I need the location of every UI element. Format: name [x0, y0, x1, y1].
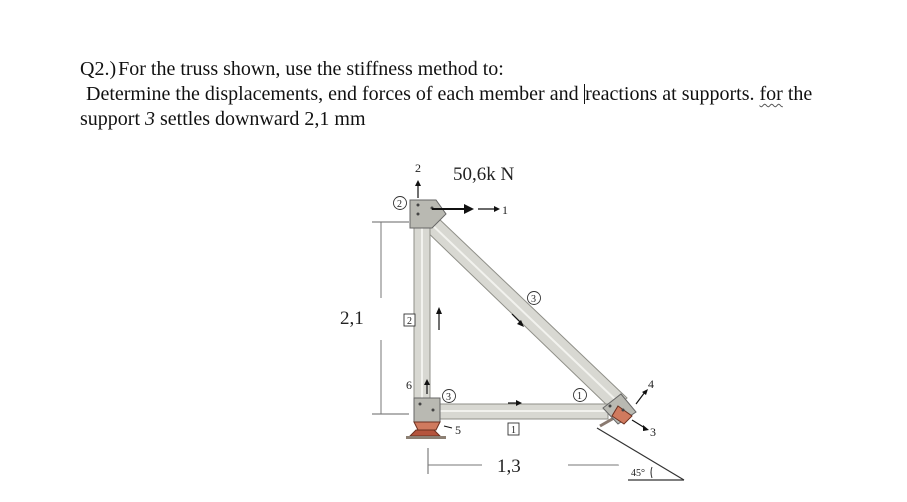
- node-3-gusset: [414, 398, 440, 422]
- question-line-2-end: the: [782, 83, 813, 105]
- member-label-2: 2: [407, 316, 412, 327]
- angle-label: 45°: [631, 468, 645, 479]
- spellcheck-word: for: [759, 83, 783, 105]
- member-label-1: 1: [511, 425, 516, 436]
- dof-label-1: 1: [502, 203, 508, 217]
- node-label-1: 1: [577, 391, 582, 402]
- dof-label-4: 4: [648, 377, 654, 391]
- question-line-3-start: support: [80, 108, 145, 130]
- dof-label-2: 2: [415, 161, 421, 175]
- span-dimension: [428, 448, 626, 474]
- node-label-3: 3: [446, 392, 451, 403]
- dof-label-5: 5: [455, 423, 461, 437]
- height-label: 2,1: [340, 308, 364, 329]
- support-number: 3: [145, 108, 155, 130]
- height-dimension: [372, 222, 409, 414]
- question-line-2-middle: reactions at supports.: [585, 83, 760, 105]
- dof-label-3: 3: [650, 425, 656, 439]
- question-number: Q2.): [80, 58, 117, 80]
- span-label: 1,3: [497, 456, 521, 477]
- load-label: 50,6k N: [453, 164, 515, 185]
- question-line-2-start: Determine the displacements, end forces of each member and: [86, 83, 584, 105]
- dof-label-6: 6: [406, 378, 412, 392]
- question-line-3-end: settles downward 2,1 mm: [155, 108, 366, 130]
- question-intro: For the truss shown, use the stiffness method to:: [118, 58, 504, 80]
- pin-support: [406, 422, 446, 439]
- member-label-3: 3: [531, 294, 536, 305]
- node-label-2: 2: [397, 199, 402, 210]
